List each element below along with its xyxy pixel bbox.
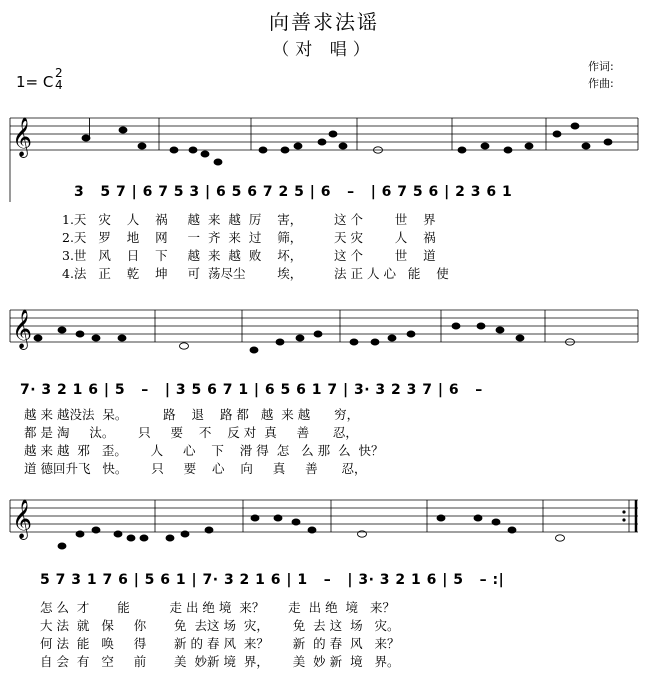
notes-system-1	[82, 118, 612, 165]
time-signature-top: 2	[55, 66, 63, 80]
lyrics-s1-verse-2: 2.天 罗 地 网 一 齐 来 过 筛， 天 灾 人 祸	[62, 230, 436, 245]
treble-clef-icon: 𝄞	[12, 117, 33, 157]
song-subtitle: （对 唱）	[272, 40, 376, 60]
lyrics-s2-verse-4: 道 德回升飞 快。 只 要 心 向 真 善 忍，	[24, 461, 367, 476]
lyrics-s3-verse-2: 大 法 就 保 你 免 去这 场 灾， 免 去 这 场 灾。	[40, 618, 400, 633]
lyrics-s1-verse-3: 3.世 风 日 下 越 来 越 败 坏， 这 个 世 道	[62, 248, 436, 263]
lyrics-s2-verse-1: 越 来 越没法 呆。 路 退 路 都 越 来 越 穷，	[24, 407, 360, 422]
song-title: 向善求法谣	[269, 10, 379, 34]
lyrics-s2-verse-2: 都 是 淘 汰。 只 要 不 反 对 真 善 忍，	[24, 425, 358, 440]
jianpu-row-1: 3 5 7 | 6 7 5 3 | 6 5 6 7 2 5 | 6 – | 6 7 5 6 | 2 3 6 1	[74, 184, 513, 200]
lyrics-s3-verse-1: 怎 么 才 能 走 出 绝 境 来？ 走 出 绝 境 来？	[40, 600, 395, 615]
lyrics-s1-verse-1: 1.天 灾 人 祸 越 来 越 厉 害， 这 个 世 界	[62, 212, 436, 227]
lyrics-s3-verse-4: 自 会 有 空 前 美 妙新 境 界， 美 妙 新 境 界。	[40, 654, 400, 669]
composer-credit: 作曲:	[588, 77, 614, 90]
jianpu-row-3: 5 7 3 1 7 6 | 5 6 1 | 7· 3 2 1 6 | 1 – | 3· 3 2 1 6 | 5 – :|	[40, 572, 505, 588]
treble-clef-icon: 𝄞	[12, 309, 33, 349]
staff-system-2	[10, 310, 638, 342]
lyricist-credit: 作词:	[588, 60, 614, 73]
lyrics-s3-verse-3: 何 法 能 唤 得 新 的 春 风 来？ 新 的 春 风 来？	[40, 636, 400, 651]
staff-system-3	[10, 500, 638, 532]
notes-system-2	[34, 323, 575, 353]
key-signature: 1= C	[16, 73, 54, 91]
time-signature-bottom: 4	[55, 78, 63, 92]
lyrics-s2-verse-3: 越 来 越 邪 歪。 人 心 下 滑 得 怎 么 那 么 快？	[24, 443, 384, 458]
jianpu-row-2: 7· 3 2 1 6 | 5 – | 3 5 6 7 1 | 6 5 6 1 7 | 3· 3 2 3 7 | 6 –	[20, 382, 483, 398]
treble-clef-icon: 𝄞	[12, 499, 33, 539]
lyrics-s1-verse-4: 4.法 正 乾 坤 可 荡尽尘 埃， 法 正 人 心 能 使	[62, 266, 449, 281]
